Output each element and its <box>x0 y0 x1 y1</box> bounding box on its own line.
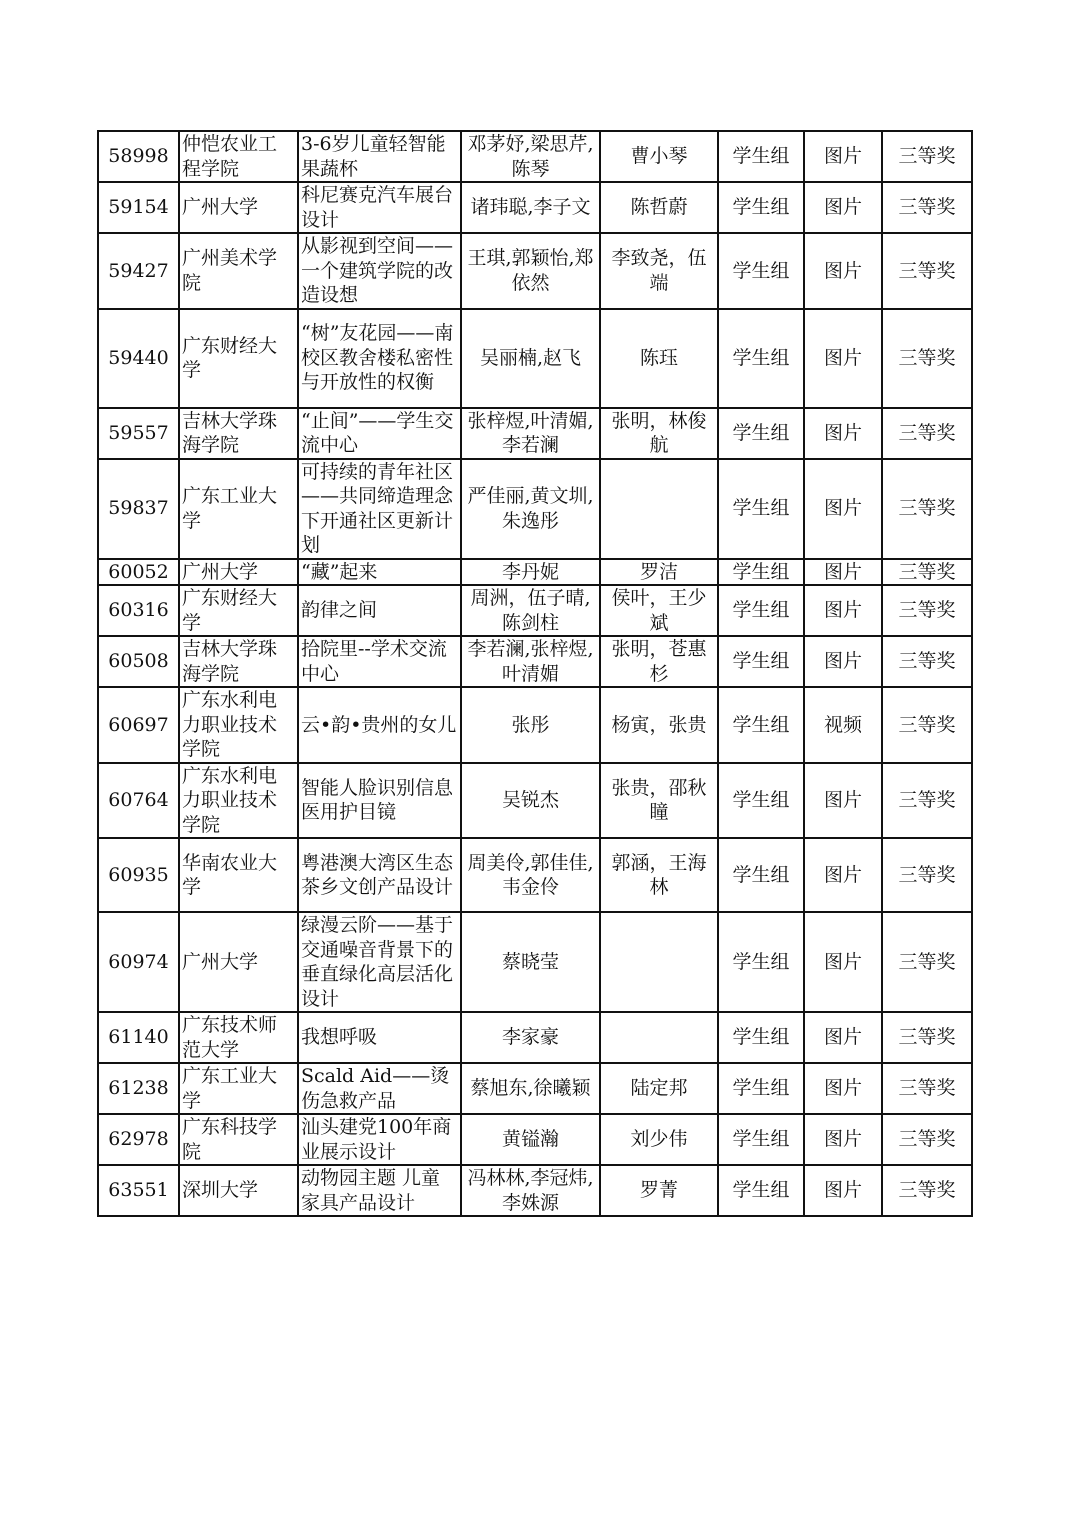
work-title-cell: Scald Aid——烫伤急救产品 <box>298 1063 461 1114</box>
work-title-cell: 科尼赛克汽车展台设计 <box>298 182 461 233</box>
group-cell: 学生组 <box>718 1063 804 1114</box>
school-cell: 华南农业大学 <box>179 838 298 912</box>
entry-id-cell: 61238 <box>98 1063 179 1114</box>
work-title-cell: 从影视到空间——一个建筑学院的改造设想 <box>298 233 461 309</box>
authors-cell: 严佳丽,黄文圳,朱逸彤 <box>461 459 600 559</box>
group-cell: 学生组 <box>718 182 804 233</box>
authors-cell: 冯林林,李冠炜,李姝源 <box>461 1165 600 1216</box>
authors-cell: 周美伶,郭佳佳,韦金伶 <box>461 838 600 912</box>
work-title-cell: 汕头建党100年商业展示设计 <box>298 1114 461 1165</box>
advisor-cell <box>600 1012 718 1063</box>
table-row <box>98 1114 972 1165</box>
advisor-cell <box>600 459 718 559</box>
advisor-cell: 张贵，邵秋瞳 <box>600 763 718 839</box>
table-row <box>98 912 972 1012</box>
table-row <box>98 1012 972 1063</box>
table-row <box>98 309 972 408</box>
entry-id-cell: 62978 <box>98 1114 179 1165</box>
work-title-cell: 韵律之间 <box>298 585 461 636</box>
authors-cell: 张彤 <box>461 687 600 763</box>
work-type-cell: 图片 <box>804 838 882 912</box>
group-cell: 学生组 <box>718 408 804 459</box>
work-title-cell: 云•韵•贵州的女儿 <box>298 687 461 763</box>
award-cell: 三等奖 <box>882 559 972 586</box>
entry-id-cell: 60764 <box>98 763 179 839</box>
award-cell: 三等奖 <box>882 636 972 687</box>
school-cell: 吉林大学珠海学院 <box>179 636 298 687</box>
work-title-cell: 绿漫云阶——基于交通噪音背景下的垂直绿化高层活化设计 <box>298 912 461 1012</box>
work-title-cell: “止间”——学生交流中心 <box>298 408 461 459</box>
group-cell: 学生组 <box>718 1114 804 1165</box>
school-cell: 广州大学 <box>179 182 298 233</box>
table-row <box>98 687 972 763</box>
work-type-cell: 图片 <box>804 1012 882 1063</box>
work-type-cell: 图片 <box>804 309 882 408</box>
authors-cell: 黄镒瀚 <box>461 1114 600 1165</box>
work-type-cell: 图片 <box>804 636 882 687</box>
authors-cell: 诸玮聪,李子文 <box>461 182 600 233</box>
advisor-cell: 李致尧，伍端 <box>600 233 718 309</box>
group-cell: 学生组 <box>718 912 804 1012</box>
table-row <box>98 585 972 636</box>
advisor-cell: 刘少伟 <box>600 1114 718 1165</box>
advisor-cell <box>600 912 718 1012</box>
table-row <box>98 182 972 233</box>
group-cell: 学生组 <box>718 763 804 839</box>
table-row <box>98 233 972 309</box>
entry-id-cell: 63551 <box>98 1165 179 1216</box>
group-cell: 学生组 <box>718 233 804 309</box>
school-cell: 广东工业大学 <box>179 459 298 559</box>
school-cell: 吉林大学珠海学院 <box>179 408 298 459</box>
authors-cell: 李若澜,张梓煜,叶清媚 <box>461 636 600 687</box>
entry-id-cell: 59440 <box>98 309 179 408</box>
advisor-cell: 侯叶，王少斌 <box>600 585 718 636</box>
school-cell: 广东财经大学 <box>179 585 298 636</box>
school-cell: 广州美术学院 <box>179 233 298 309</box>
entry-id-cell: 60052 <box>98 559 179 586</box>
entry-id-cell: 61140 <box>98 1012 179 1063</box>
entry-id-cell: 59427 <box>98 233 179 309</box>
school-cell: 广东工业大学 <box>179 1063 298 1114</box>
table-row <box>98 408 972 459</box>
table-row <box>98 838 972 912</box>
group-cell: 学生组 <box>718 636 804 687</box>
award-cell: 三等奖 <box>882 131 972 182</box>
table-row <box>98 763 972 839</box>
advisor-cell: 罗菁 <box>600 1165 718 1216</box>
entry-id-cell: 59837 <box>98 459 179 559</box>
award-cell: 三等奖 <box>882 408 972 459</box>
group-cell: 学生组 <box>718 459 804 559</box>
award-cell: 三等奖 <box>882 182 972 233</box>
authors-cell: 吴锐杰 <box>461 763 600 839</box>
authors-cell: 李丹妮 <box>461 559 600 586</box>
group-cell: 学生组 <box>718 1165 804 1216</box>
school-cell: 广东水利电力职业技术学院 <box>179 763 298 839</box>
award-cell: 三等奖 <box>882 1012 972 1063</box>
school-cell: 广东财经大学 <box>179 309 298 408</box>
work-title-cell: “树”友花园——南校区教舍楼私密性与开放性的权衡 <box>298 309 461 408</box>
awards-table-body <box>98 131 972 1216</box>
awards-table <box>97 130 973 1217</box>
school-cell: 仲恺农业工程学院 <box>179 131 298 182</box>
award-cell: 三等奖 <box>882 838 972 912</box>
authors-cell: 邓茅妤,梁思芹,陈琴 <box>461 131 600 182</box>
authors-cell: 张梓煜,叶清媚,李若澜 <box>461 408 600 459</box>
work-type-cell: 视频 <box>804 687 882 763</box>
work-type-cell: 图片 <box>804 233 882 309</box>
advisor-cell: 张明，林俊航 <box>600 408 718 459</box>
table-row <box>98 131 972 182</box>
award-cell: 三等奖 <box>882 912 972 1012</box>
table-row <box>98 1063 972 1114</box>
work-title-cell: 3-6岁儿童轻智能果蔬杯 <box>298 131 461 182</box>
authors-cell: 吴丽楠,赵飞 <box>461 309 600 408</box>
award-cell: 三等奖 <box>882 1165 972 1216</box>
table-row <box>98 559 972 586</box>
entry-id-cell: 59557 <box>98 408 179 459</box>
work-title-cell: 动物园主题 儿童家具产品设计 <box>298 1165 461 1216</box>
work-title-cell: 智能人脸识别信息医用护目镜 <box>298 763 461 839</box>
advisor-cell: 陆定邦 <box>600 1063 718 1114</box>
advisor-cell: 陈哲蔚 <box>600 182 718 233</box>
school-cell: 广东技术师范大学 <box>179 1012 298 1063</box>
work-title-cell: 粤港澳大湾区生态茶乡文创产品设计 <box>298 838 461 912</box>
authors-cell: 蔡晓莹 <box>461 912 600 1012</box>
work-title-cell: 我想呼吸 <box>298 1012 461 1063</box>
advisor-cell: 杨寅，张贵 <box>600 687 718 763</box>
authors-cell: 蔡旭东,徐曦颖 <box>461 1063 600 1114</box>
award-cell: 三等奖 <box>882 1114 972 1165</box>
group-cell: 学生组 <box>718 131 804 182</box>
work-type-cell: 图片 <box>804 763 882 839</box>
entry-id-cell: 60508 <box>98 636 179 687</box>
award-cell: 三等奖 <box>882 1063 972 1114</box>
work-title-cell: 可持续的青年社区——共同缔造理念下开通社区更新计划 <box>298 459 461 559</box>
school-cell: 广州大学 <box>179 912 298 1012</box>
authors-cell: 李家豪 <box>461 1012 600 1063</box>
work-title-cell: “藏”起来 <box>298 559 461 586</box>
authors-cell: 周洲，伍子晴,陈剑柱 <box>461 585 600 636</box>
school-cell: 广州大学 <box>179 559 298 586</box>
work-type-cell: 图片 <box>804 182 882 233</box>
work-type-cell: 图片 <box>804 559 882 586</box>
school-cell: 广东科技学院 <box>179 1114 298 1165</box>
entry-id-cell: 58998 <box>98 131 179 182</box>
award-cell: 三等奖 <box>882 687 972 763</box>
school-cell: 深圳大学 <box>179 1165 298 1216</box>
entry-id-cell: 60935 <box>98 838 179 912</box>
advisor-cell: 张明，苍惠杉 <box>600 636 718 687</box>
work-type-cell: 图片 <box>804 131 882 182</box>
group-cell: 学生组 <box>718 838 804 912</box>
advisor-cell: 郭涵，王海林 <box>600 838 718 912</box>
advisor-cell: 曹小琴 <box>600 131 718 182</box>
entry-id-cell: 60697 <box>98 687 179 763</box>
group-cell: 学生组 <box>718 687 804 763</box>
award-cell: 三等奖 <box>882 459 972 559</box>
work-type-cell: 图片 <box>804 408 882 459</box>
award-cell: 三等奖 <box>882 233 972 309</box>
work-type-cell: 图片 <box>804 1114 882 1165</box>
award-cell: 三等奖 <box>882 763 972 839</box>
entry-id-cell: 59154 <box>98 182 179 233</box>
group-cell: 学生组 <box>718 1012 804 1063</box>
table-row <box>98 1165 972 1216</box>
work-type-cell: 图片 <box>804 585 882 636</box>
work-type-cell: 图片 <box>804 1063 882 1114</box>
school-cell: 广东水利电力职业技术学院 <box>179 687 298 763</box>
work-type-cell: 图片 <box>804 912 882 1012</box>
work-type-cell: 图片 <box>804 1165 882 1216</box>
award-cell: 三等奖 <box>882 585 972 636</box>
advisor-cell: 陈珏 <box>600 309 718 408</box>
entry-id-cell: 60974 <box>98 912 179 1012</box>
entry-id-cell: 60316 <box>98 585 179 636</box>
work-type-cell: 图片 <box>804 459 882 559</box>
award-cell: 三等奖 <box>882 309 972 408</box>
advisor-cell: 罗洁 <box>600 559 718 586</box>
authors-cell: 王琪,郭颖怡,郑依然 <box>461 233 600 309</box>
table-row <box>98 459 972 559</box>
group-cell: 学生组 <box>718 585 804 636</box>
table-row <box>98 636 972 687</box>
group-cell: 学生组 <box>718 309 804 408</box>
work-title-cell: 拾院里--学术交流中心 <box>298 636 461 687</box>
group-cell: 学生组 <box>718 559 804 586</box>
